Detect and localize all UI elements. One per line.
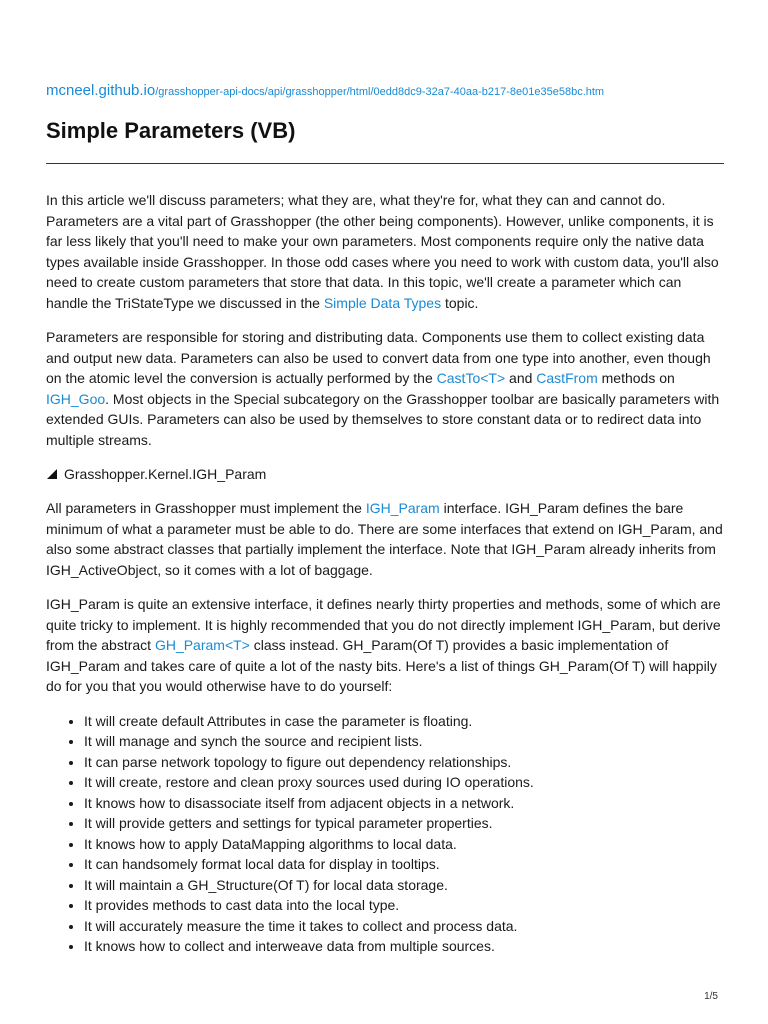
simple-data-types-link[interactable]: Simple Data Types (323, 294, 442, 311)
section-heading (46, 464, 724, 484)
parameters-paragraph (46, 327, 724, 450)
gh-param-link[interactable]: GH_Param<T> (154, 637, 250, 653)
gh-text-b: class instead. GH_Param(Of T) provides a basic implementation of IGH_Param and takes care of quite a lot of the nasty bits. Here's a list of things GH_Param(Of T) will happily do for you that you would otherwise have to do yourself: (46, 637, 717, 694)
castto-link[interactable]: CastTo<T> (436, 370, 506, 386)
gh-param-paragraph (46, 594, 724, 697)
list-item: • It will create default Attributes in case the parameter is floating. (84, 711, 724, 732)
list-item: • It knows how to apply DataMapping algorithms to local data. (84, 834, 724, 855)
source-url[interactable] (46, 82, 604, 100)
param-text-a: Parameters are responsible for storing and distributing data. Components use them to collect existing data and output new data. Parameters can also be used to convert data from one type into another, even though on the atomic level the conversion is actually performed by the (46, 329, 711, 386)
intro-tail: topic. (441, 294, 479, 311)
list-item: • It will provide getters and settings for typical parameter properties. (84, 813, 724, 834)
list-item: • It knows how to disassociate itself from adjacent objects in a network. (84, 793, 724, 814)
igh-text-a: All parameters in Grasshopper must implement the (46, 500, 366, 516)
param-text-c: methods on (597, 370, 675, 386)
igh-text-b: interface. IGH_Param defines the bare minimum of what a parameter must be able to do. There are some interfaces that extend on IGH_Param, and also some abstract classes that partially implement the interface. Note that IGH_Param already inherits from IGH_ActiveObject, so it comes with a lot of baggage. (46, 500, 723, 578)
source-path-link[interactable]: /grasshopper-api-docs/api/grasshopper/html/0edd8dc9-32a7-40aa-b217-8e01e35e58bc.htm (155, 86, 605, 98)
title-divider (46, 163, 724, 164)
list-item: • It knows how to collect and interweave data from multiple sources. (84, 936, 724, 957)
list-item: • It will accurately measure the time it takes to collect and process data. (84, 916, 724, 937)
feature-list (46, 711, 724, 957)
page-title: Simple Parameters (VB) (46, 118, 296, 143)
collapse-triangle-icon[interactable] (46, 468, 58, 480)
list-item: • It will manage and synch the source and recipient lists. (84, 731, 724, 752)
intro-text: In this article we'll discuss parameters; what they are, what they're for, what they can and cannot do. Parameters are a vital part of Grasshopper (the other being components). However, unlike components, it is far less likely that you'll need to make your own parameters. Most components require only the native data types available inside Grasshopper. In those odd cases where you need to work with custom data, you'll also need to create custom parameters that store that data. In this topic, we'll create a parameter which can handle the TriStateType we discussed in the (46, 192, 719, 311)
section-heading-text: Grasshopper.Kernel.IGH_Param (64, 466, 267, 482)
list-item: • It provides methods to cast data into the local type. (84, 895, 724, 916)
page-number: 1/5 (704, 991, 718, 1002)
list-item: • It will create, restore and clean proxy sources used during IO operations. (84, 772, 724, 793)
list-item: • It can handsomely format local data for display in tooltips. (84, 854, 724, 875)
castfrom-link[interactable]: CastFrom (536, 370, 598, 386)
igh-param-link[interactable]: IGH_Param (365, 500, 440, 516)
list-item: • It can parse network topology to figure out dependency relationships. (84, 752, 724, 773)
gh-text-a: IGH_Param is quite an extensive interface, it defines nearly thirty properties and methods, some of which are quite tricky to implement. It is highly recommended that you do not directly implement IGH_Param, but derive from the abstract (46, 596, 721, 653)
intro-paragraph (46, 190, 724, 313)
article-body (46, 190, 724, 957)
source-host-link[interactable]: mcneel.github.io (46, 82, 156, 99)
igh-param-paragraph (46, 498, 724, 580)
list-item: • It will maintain a GH_Structure(Of T) for local data storage. (84, 875, 724, 896)
param-text-b: and (505, 370, 537, 386)
param-text-d: . Most objects in the Special subcategory on the Grasshopper toolbar are basically parameters with extended GUIs. Parameters can also be used by themselves to store constant data or to redirect data into multiple streams. (46, 390, 720, 448)
igh-goo-link[interactable]: IGH_Goo (46, 390, 106, 407)
